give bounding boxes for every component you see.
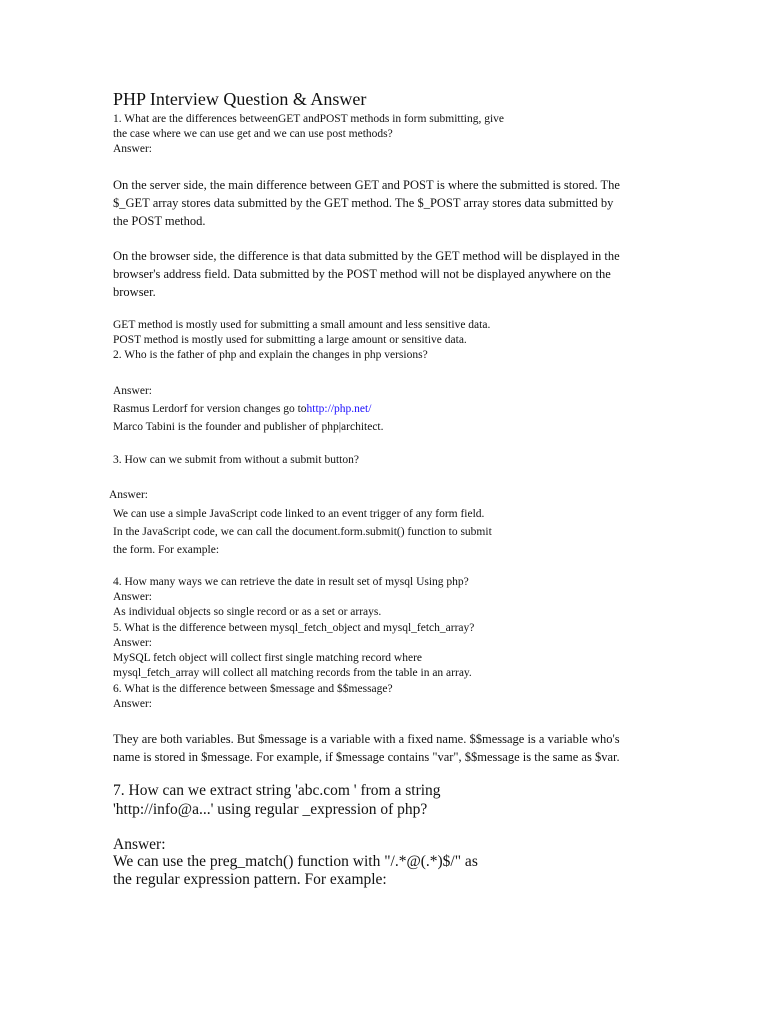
- q1-p1-line1: On the server side, the main difference between GET and POST is where the submitted is stored. The: [113, 178, 620, 192]
- q2-answer-line1: [113, 402, 371, 416]
- q2-answer-text: Rasmus Lerdorf for version changes go to: [113, 403, 307, 415]
- q1-p2-line3: browser.: [113, 285, 156, 299]
- q7-line1: We can use the preg_match() function with "/.*@(.*)$/" as: [113, 853, 478, 870]
- q6-question: 6. What is the difference between $message and $$message?: [113, 683, 393, 695]
- q3-line3: the form. For example:: [113, 544, 220, 556]
- q1-p3-line1: GET method is mostly used for submitting a small amount and less sensitive data.: [113, 319, 491, 331]
- q3-line1: We can use a simple JavaScript code linked to an event trigger of any form field.: [113, 508, 485, 520]
- q2-question: 2. Who is the father of php and explain the changes in php versions?: [113, 349, 428, 361]
- q6-line1: They are both variables. But $message is a variable with a fixed name. $$message is a variable who's: [113, 732, 620, 746]
- q7-line2: the regular expression pattern. For example:: [113, 871, 387, 888]
- q1-question-line1: 1. What are the differences betweenGET andPOST methods in form submitting, give: [113, 113, 505, 125]
- q1-answer-label: Answer:: [113, 143, 152, 155]
- q3-question: 3. How can we submit from without a submit button?: [113, 454, 359, 466]
- q6-line2: name is stored in $message. For example, if $message contains "var", $$message is the same as $var.: [113, 750, 620, 764]
- q7-question-line1: 7. How can we extract string 'abc.com ' from a string: [113, 782, 441, 799]
- q4-answer-label: Answer:: [113, 591, 152, 603]
- q7-answer-label: Answer:: [113, 836, 166, 853]
- q1-question-line2: the case where we can use get and we can use post methods?: [113, 128, 393, 140]
- q4-answer: As individual objects so single record or as a set or arrays.: [113, 606, 382, 618]
- q3-line2: In the JavaScript code, we can call the document.form.submit() function to submit: [113, 526, 492, 538]
- q1-p2-line1: On the browser side, the difference is that data submitted by the GET method will be displayed in the: [113, 249, 620, 263]
- q1-p3-line2: POST method is mostly used for submitting a large amount or sensitive data.: [113, 334, 467, 346]
- q3-answer-label: Answer:: [109, 489, 148, 501]
- page-title: PHP Interview Question & Answer: [113, 89, 367, 109]
- q6-answer-label: Answer:: [113, 698, 152, 710]
- q4-question: 4. How many ways we can retrieve the date in result set of mysql Using php?: [113, 576, 469, 588]
- q5-line1: MySQL fetch object will collect first single matching record where: [113, 652, 423, 664]
- q5-answer-label: Answer:: [113, 637, 152, 649]
- q5-line2: mysql_fetch_array will collect all matching records from the table in an array.: [113, 667, 472, 679]
- q1-p1-line3: the POST method.: [113, 214, 206, 228]
- php-net-link[interactable]: http://php.net/: [306, 403, 372, 415]
- q1-p2-line2: browser's address field. Data submitted by the POST method will not be displayed anywhere on the: [113, 267, 611, 281]
- q1-p1-line2: $_GET array stores data submitted by the GET method. The $_POST array stores data submitted by: [113, 196, 614, 210]
- q5-question: 5. What is the difference between mysql_fetch_object and mysql_fetch_array?: [113, 622, 475, 634]
- q2-answer-label: Answer:: [113, 385, 152, 397]
- q2-answer-line2: Marco Tabini is the founder and publisher of php|architect.: [113, 421, 384, 433]
- q7-question-line2: 'http://info@a...' using regular _expression of php?: [113, 801, 428, 818]
